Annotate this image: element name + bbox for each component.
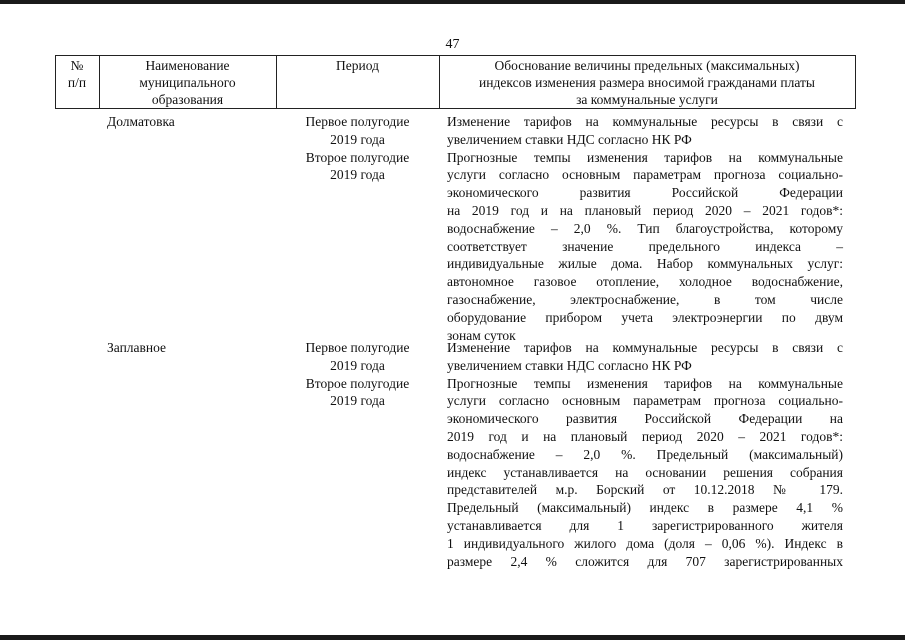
period-line: 2019 года	[330, 393, 385, 409]
period-line: 2019 года	[330, 357, 385, 373]
justification-line: 2019 год и на плановый период 2020 – 2021 годов*:	[447, 428, 843, 444]
header-line: п/п	[67, 75, 87, 90]
justification-line: представителей м.р. Борский от 10.12.2018 № 179.	[447, 482, 843, 498]
justification-line: водоснабжение – 2,0 %. Тип благоустройства, которому	[447, 220, 843, 236]
justification-line: экономического развития Российской Федерации на	[447, 411, 843, 427]
justification-line: индекс устанавливается на основании решения собрания	[447, 464, 843, 480]
row-period	[276, 113, 439, 184]
header-line: Период	[336, 58, 379, 73]
justification-line: водоснабжение – 2,0 %. Предельный (максимальный)	[447, 446, 843, 462]
period-line: Первое полугодие	[305, 340, 410, 355]
justification-line: размере 2,4 % сложится для 707 зарегистрированных	[447, 553, 843, 569]
justification-line: увеличением ставки НДС согласно НК РФ	[447, 131, 692, 147]
justification-line: увеличением ставки НДС согласно НК РФ	[447, 357, 692, 373]
row-justification	[447, 113, 843, 344]
page-number: 47	[445, 37, 460, 52]
period-line: 2019 года	[330, 131, 385, 147]
row-municipality: Долматовка	[107, 114, 175, 129]
justification-line: газоснабжение, электроснабжение, в том числе	[447, 291, 843, 307]
header-number	[55, 57, 99, 91]
justification-line: Предельный (максимальный) индекс в размере 4,1 %	[447, 500, 843, 516]
row-municipality: Заплавное	[107, 340, 167, 355]
table-top-border	[55, 55, 856, 56]
header-line: Обоснование величины предельных (максимальных)	[494, 58, 800, 73]
justification-line: 1 индивидуального жилого дома (доля – 0,06 %). Индекс в	[447, 535, 843, 551]
justification-line: автономное газовое отопление, холодное водоснабжение,	[447, 274, 843, 290]
header-municipality	[99, 57, 276, 108]
period-line: 2019 года	[330, 167, 385, 183]
justification-line: экономического развития Российской Федерации	[447, 185, 843, 201]
justification-line: услуги согласно основным параметрам прогноза социально-	[447, 393, 843, 409]
justification-line: соответствует значение предельного индекса –	[447, 238, 843, 254]
bottom-border-bar	[0, 635, 905, 640]
justification-line: зонам суток	[447, 327, 516, 343]
header-line: образования	[151, 92, 224, 107]
justification-line: индивидуальные жилые дома. Набор коммунальных услуг:	[447, 256, 843, 272]
header-line: индексов изменения размера вносимой гражданами платы	[479, 75, 815, 90]
header-line: муниципального	[139, 75, 236, 90]
period-line: Первое полугодие	[305, 114, 410, 129]
justification-line: оборудование прибором учета электроэнергии по двум	[447, 309, 843, 325]
header-line: Наименование	[145, 58, 230, 73]
justification-line: устанавливается для 1 зарегистрированного жителя	[447, 517, 843, 533]
period-line: Второе полугодие	[305, 149, 410, 165]
row-justification	[447, 339, 843, 570]
tariff-justification-table	[55, 55, 856, 635]
header-line: №	[70, 58, 84, 73]
justification-line: услуги согласно основным параметрам прогноза социально-	[447, 167, 843, 183]
row-period	[276, 339, 439, 410]
top-border-bar	[0, 0, 905, 4]
column-divider	[855, 55, 856, 109]
justification-line: на 2019 год и на плановый период 2020 – 2021 годов*:	[447, 202, 843, 218]
justification-line: Изменение тарифов на коммунальные ресурсы в связи с	[447, 340, 843, 355]
justification-line: Прогнозные темпы изменения тарифов на коммунальные	[447, 149, 843, 165]
header-justification	[439, 57, 855, 108]
header-line: за коммунальные услуги	[576, 92, 718, 107]
header-bottom-border	[55, 108, 856, 109]
period-line: Второе полугодие	[305, 375, 410, 391]
justification-line: Прогнозные темпы изменения тарифов на коммунальные	[447, 375, 843, 391]
justification-line: Изменение тарифов на коммунальные ресурсы в связи с	[447, 114, 843, 129]
header-period	[276, 57, 439, 74]
